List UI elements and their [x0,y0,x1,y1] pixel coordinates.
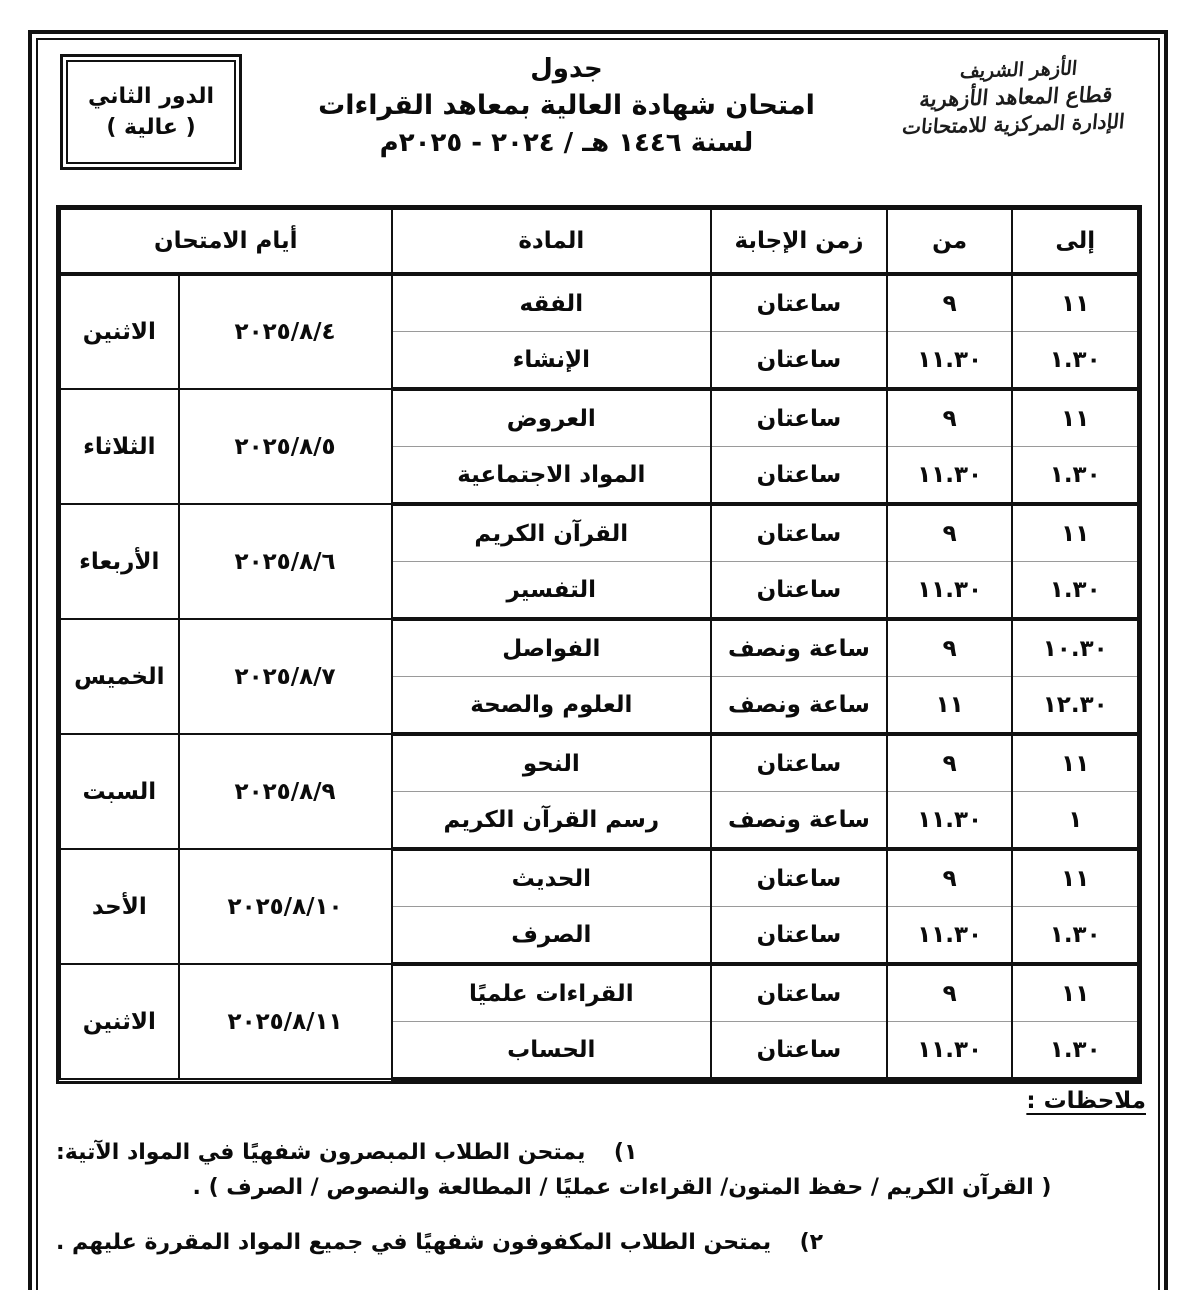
cell-subject: العلوم والصحة [392,677,711,735]
cell-to: ١.٣٠ [1012,1022,1138,1080]
session-label-box [60,54,242,170]
cell-from: ٩ [887,849,1013,907]
cell-date: ٢٠٢٥/٨/٧ [179,619,392,734]
document-header [38,40,1158,198]
letterhead-line-azhar: الأزهر الشريف [959,57,1079,83]
cell-to: ١١ [1012,964,1138,1022]
cell-day: الاثنين [60,274,179,389]
cell-subject: النحو [392,734,711,792]
table-row [60,734,1138,792]
cell-subject: القراءات علميًا [392,964,711,1022]
schedule-table-container [56,205,1142,1084]
notes-section [56,1088,1148,1265]
title-line-year: لسنة ١٤٤٦ هـ / ٢٠٢٤ - ٢٠٢٥م [379,127,754,158]
cell-day: السبت [60,734,179,849]
cell-subject: المواد الاجتماعية [392,447,711,505]
cell-subject: الحديث [392,849,711,907]
table-header-row [60,209,1138,274]
cell-subject: التفسير [392,562,711,620]
azhar-letterhead-calligraphy [878,55,1154,141]
note-text: يمتحن الطلاب المكفوفون شفهيًا في جميع المواد المقررة عليهم . [56,1230,772,1255]
cell-duration: ساعتان [711,1022,887,1080]
table-row [60,619,1138,677]
cell-duration: ساعتان [711,849,887,907]
cell-subject: العروض [392,389,711,447]
notes-title: ملاحظات : [1026,1088,1146,1114]
cell-to: ١١ [1012,734,1138,792]
cell-date: ٢٠٢٥/٨/٦ [179,504,392,619]
cell-from: ١١.٣٠ [887,332,1013,390]
cell-duration: ساعتان [711,389,887,447]
cell-from: ٩ [887,389,1013,447]
cell-from: ٩ [887,964,1013,1022]
page-inner-frame [36,38,1160,1290]
cell-duration: ساعة ونصف [711,792,887,850]
cell-date: ٢٠٢٥/٨/٥ [179,389,392,504]
cell-duration: ساعتان [711,907,887,965]
cell-duration: ساعتان [711,332,887,390]
column-header-duration: زمن الإجابة [711,209,887,274]
cell-to: ١.٣٠ [1012,332,1138,390]
cell-subject: الحساب [392,1022,711,1080]
session-stage-label: ( عالية ) [106,115,196,140]
cell-day: الأربعاء [60,504,179,619]
cell-from: ١١.٣٠ [887,562,1013,620]
column-header-subject: المادة [392,209,711,274]
cell-to: ١٠.٣٠ [1012,619,1138,677]
table-row [60,849,1138,907]
page-title [253,52,880,163]
table-row [60,964,1138,1022]
cell-to: ١.٣٠ [1012,562,1138,620]
cell-subject: الصرف [392,907,711,965]
table-row [60,274,1138,332]
cell-day: الاثنين [60,964,179,1079]
session-label-box-inner [66,60,236,164]
cell-from: ٩ [887,619,1013,677]
letterhead-line-sector: قطاع المعاهد الأزهرية [918,81,1114,112]
cell-date: ٢٠٢٥/٨/٤ [179,274,392,389]
cell-day: الأحد [60,849,179,964]
cell-duration: ساعة ونصف [711,619,887,677]
session-round-label: الدور الثاني [87,83,215,109]
cell-subject: رسم القرآن الكريم [392,792,711,850]
letterhead-line-admin: الإدارة المركزية للامتحانات [901,108,1126,139]
cell-subject: الفقه [392,274,711,332]
cell-from: ٩ [887,274,1013,332]
cell-date: ٢٠٢٥/٨/١٠ [179,849,392,964]
cell-from: ١١.٣٠ [887,447,1013,505]
note-marker: ٢) [799,1230,824,1255]
cell-duration: ساعتان [711,274,887,332]
column-header-from: من [887,209,1013,274]
cell-to: ١.٣٠ [1012,447,1138,505]
table-body [60,274,1138,1079]
cell-subject: الفواصل [392,619,711,677]
cell-duration: ساعتان [711,734,887,792]
note-subjects-list: ( القرآن الكريم / حفظ المتون/ القراءات عمليًا / المطالعة والنصوص / الصرف ) . [192,1175,1052,1200]
cell-day: الثلاثاء [60,389,179,504]
cell-duration: ساعة ونصف [711,677,887,735]
cell-duration: ساعتان [711,504,887,562]
cell-to: ١١ [1012,504,1138,562]
note-marker: ١) [613,1140,638,1165]
cell-duration: ساعتان [711,964,887,1022]
table-row [60,389,1138,447]
column-header-exam-days: أيام الامتحان [60,209,392,274]
cell-from: ٩ [887,734,1013,792]
cell-date: ٢٠٢٥/٨/٩ [179,734,392,849]
cell-subject: القرآن الكريم [392,504,711,562]
cell-from: ١١.٣٠ [887,907,1013,965]
cell-to: ١ [1012,792,1138,850]
note-text: يمتحن الطلاب المبصرون شفهيًا في المواد الآتية: [56,1140,586,1165]
cell-to: ١.٣٠ [1012,907,1138,965]
cell-to: ١١ [1012,389,1138,447]
exam-schedule-table [59,208,1139,1081]
cell-day: الخميس [60,619,179,734]
cell-duration: ساعتان [711,447,887,505]
cell-to: ١١ [1012,274,1138,332]
column-header-to: إلى [1012,209,1138,274]
table-row [60,504,1138,562]
cell-date: ٢٠٢٥/٨/١١ [179,964,392,1079]
cell-to: ١١ [1012,849,1138,907]
list-item [56,1226,1148,1259]
cell-to: ١٢.٣٠ [1012,677,1138,735]
cell-from: ١١.٣٠ [887,1022,1013,1080]
cell-duration: ساعتان [711,562,887,620]
page-outer-frame [28,30,1168,1290]
cell-from: ٩ [887,504,1013,562]
cell-from: ١١.٣٠ [887,792,1013,850]
title-line-schedule: جدول [530,54,603,84]
title-line-exam: امتحان شهادة العالية بمعاهد القراءات [318,90,815,122]
cell-subject: الإنشاء [392,332,711,390]
cell-from: ١١ [887,677,1013,735]
list-item [56,1136,1148,1169]
